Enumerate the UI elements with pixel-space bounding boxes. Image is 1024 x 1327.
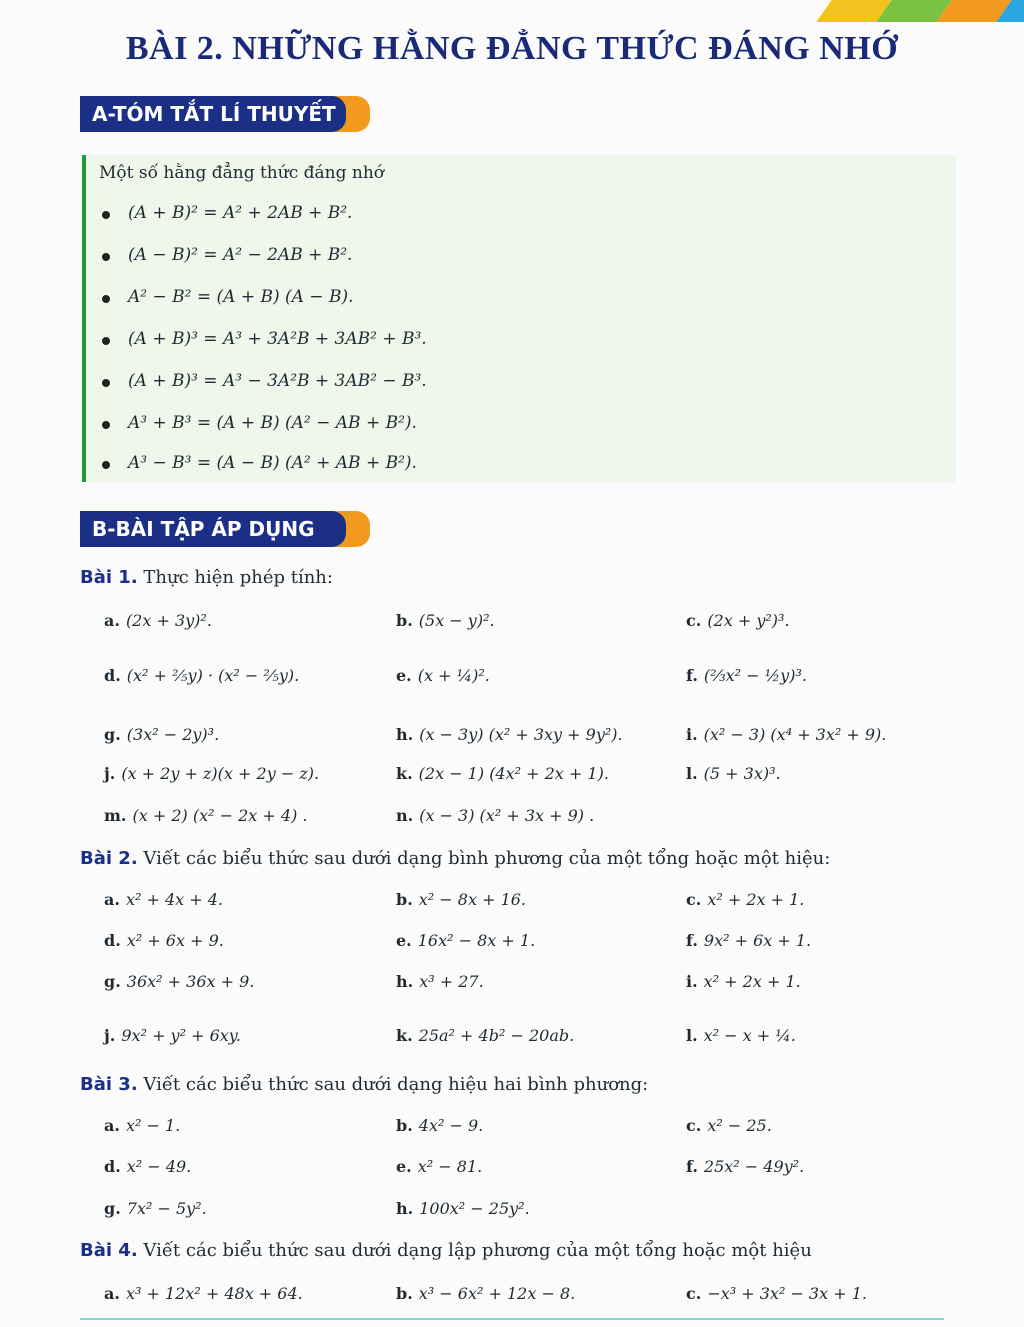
footer-divider: [80, 1318, 944, 1320]
formula-item: A³ − B³ = (A − B) (A² + AB + B²).: [128, 453, 417, 473]
exercise-item: h. x³ + 27.: [396, 972, 484, 991]
exercise-item: j. 9x² + y² + 6xy.: [104, 1026, 241, 1045]
exercise-item: f. 25x² − 49y².: [686, 1157, 805, 1176]
exercise-item: a. x² + 4x + 4.: [104, 890, 223, 909]
formula-item: A³ + B³ = (A + B) (A² − AB + B²).: [128, 413, 417, 433]
exercise-item: l. x² − x + ¼.: [686, 1026, 796, 1045]
exercise-item: a. (2x + 3y)².: [104, 611, 212, 630]
exercise-item: e. 16x² − 8x + 1.: [396, 931, 536, 950]
exercise-item: d. x² − 49.: [104, 1157, 192, 1176]
formula-item: A² − B² = (A + B) (A − B).: [128, 287, 353, 307]
formula-item: (A + B)² = A² + 2AB + B².: [128, 203, 352, 223]
theory-intro: Một số hằng đẳng thức đáng nhớ: [99, 163, 385, 183]
formula-item: (A + B)³ = A³ − 3A²B + 3AB² − B³.: [128, 371, 427, 391]
exercise-item: d. (x² + ⅖y) · (x² − ⅖y).: [104, 666, 300, 685]
exercise-item: i. (x² − 3) (x⁴ + 3x² + 9).: [686, 725, 887, 744]
exercise-item: i. x² + 2x + 1.: [686, 972, 801, 991]
exercise-item: h. (x − 3y) (x² + 3xy + 9y²).: [396, 725, 623, 744]
exercise-item: a. x³ + 12x² + 48x + 64.: [104, 1284, 303, 1303]
exercise-item: c. x² + 2x + 1.: [686, 890, 805, 909]
exercise-item: j. (x + 2y + z)(x + 2y − z).: [104, 764, 320, 783]
exercise-item: g. (3x² − 2y)³.: [104, 725, 220, 744]
exercise-3-title: Bài 3. Viết các biểu thức sau dưới dạng hiệu hai bình phương:: [80, 1074, 649, 1095]
exercise-item: a. x² − 1.: [104, 1116, 181, 1135]
exercise-item: g. 7x² − 5y².: [104, 1199, 207, 1218]
theory-box: [82, 155, 956, 482]
exercise-item: f. 9x² + 6x + 1.: [686, 931, 812, 950]
exercise-1-title: Bài 1. Thực hiện phép tính:: [80, 567, 333, 588]
exercise-item: g. 36x² + 36x + 9.: [104, 972, 255, 991]
section-a-heading: A-TÓM TẮT LÍ THUYẾT: [80, 96, 370, 132]
exercise-item: f. (⅔x² − ½y)³.: [686, 666, 807, 685]
exercise-item: c. −x³ + 3x² − 3x + 1.: [686, 1284, 867, 1303]
exercise-item: d. x² + 6x + 9.: [104, 931, 224, 950]
exercise-item: n. (x − 3) (x² + 3x + 9) .: [396, 806, 595, 825]
exercise-item: m. (x + 2) (x² − 2x + 4) .: [104, 806, 308, 825]
page-title: BÀI 2. NHỮNG HẰNG ĐẲNG THỨC ĐÁNG NHỚ: [125, 30, 899, 67]
section-b-heading: B-BÀI TẬP ÁP DỤNG: [80, 511, 370, 547]
exercise-item: k. 25a² + 4b² − 20ab.: [396, 1026, 575, 1045]
decorative-stripes: [784, 0, 1024, 22]
formula-item: (A + B)³ = A³ + 3A²B + 3AB² + B³.: [128, 329, 427, 349]
exercise-item: c. x² − 25.: [686, 1116, 772, 1135]
exercise-item: e. x² − 81.: [396, 1157, 483, 1176]
exercise-item: e. (x + ¼)².: [396, 666, 490, 685]
formula-item: (A − B)² = A² − 2AB + B².: [128, 245, 352, 265]
exercise-item: b. (5x − y)².: [396, 611, 495, 630]
exercise-item: b. x³ − 6x² + 12x − 8.: [396, 1284, 576, 1303]
exercise-item: k. (2x − 1) (4x² + 2x + 1).: [396, 764, 609, 783]
exercise-item: c. (2x + y²)³.: [686, 611, 790, 630]
exercise-item: h. 100x² − 25y².: [396, 1199, 530, 1218]
exercise-item: b. x² − 8x + 16.: [396, 890, 527, 909]
exercise-item: l. (5 + 3x)³.: [686, 764, 781, 783]
exercise-2-title: Bài 2. Viết các biểu thức sau dưới dạng bình phương của một tổng hoặc một hiệu:: [80, 848, 831, 869]
exercise-item: b. 4x² − 9.: [396, 1116, 484, 1135]
exercise-4-title: Bài 4. Viết các biểu thức sau dưới dạng lập phương của một tổng hoặc một hiệu: [80, 1240, 812, 1261]
